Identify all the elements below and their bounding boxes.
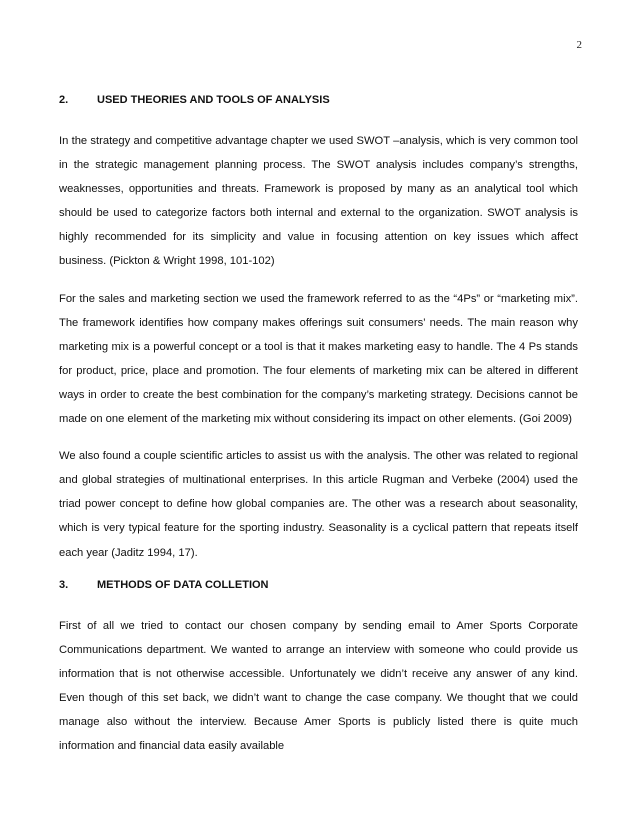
- section-heading-methods: [59, 579, 578, 597]
- paragraph-swot: In the strategy and competitive advantage chapter we used SWOT –analysis, which is very common tool in the strategic management planning process. The SWOT analysis includes company’s strengths, weaknesses, opportunities and threats. Framework is proposed by many as an analytical tool which should be used to categorize factors both internal and external to the organization. SWOT analysis is highly recommended for its simplicity and value in focusing attention on key issues which affect business. (Pickton & Wright 1998, 101-102): [59, 135, 578, 268]
- paragraph-marketing-mix: For the sales and marketing section we used the framework referred to as the “4Ps” or “marketing mix”. The framework identifies how company makes offerings suit consumers’ needs. The main reason why marketing mix is a powerful concept or a tool is that it makes marketing easy to handle. The 4 Ps stands for product, price, place and promotion. The four elements of marketing mix can be altered in different ways in order to create the best combination for the company’s marketing strategy. Decisions cannot be made on one element of the marketing mix without considering its impact on other elements. (Goi 2009): [59, 292, 578, 426]
- page-number: 2: [576, 39, 582, 51]
- section-heading-theories: [59, 94, 578, 112]
- section-title: METHODS OF DATA COLLETION: [97, 578, 269, 591]
- paragraph-articles: We also found a couple scientific articles to assist us with the analysis. The other was related to regional and global strategies of multinational enterprises. In this article Rugman and Verbeke (2004) used the triad power concept to define how global companies are. The other was a research about seasonality, which is very typical feature for the sporting industry. Seasonality is a cyclical pattern that repeats itself each year (Jaditz 1994, 17).: [59, 450, 578, 559]
- section-number: 2.: [59, 94, 69, 106]
- paragraph-data-collection: First of all we tried to contact our chosen company by sending email to Amer Sports Corporate Communications department. We wanted to arrange an interview with someone who could provide us information that is not otherwise accessible. Unfortunately we didn’t receive any answer of any kind. Even though of this set back, we didn’t want to change the case company. We thought that we could manage also without the interview. Because Amer Sports is publicly listed there is quite much information and financial data easily available: [59, 619, 578, 753]
- section-number: 3.: [59, 578, 69, 591]
- page-body: [59, 94, 578, 758]
- section-title: USED THEORIES AND TOOLS OF ANALYSIS: [97, 94, 330, 106]
